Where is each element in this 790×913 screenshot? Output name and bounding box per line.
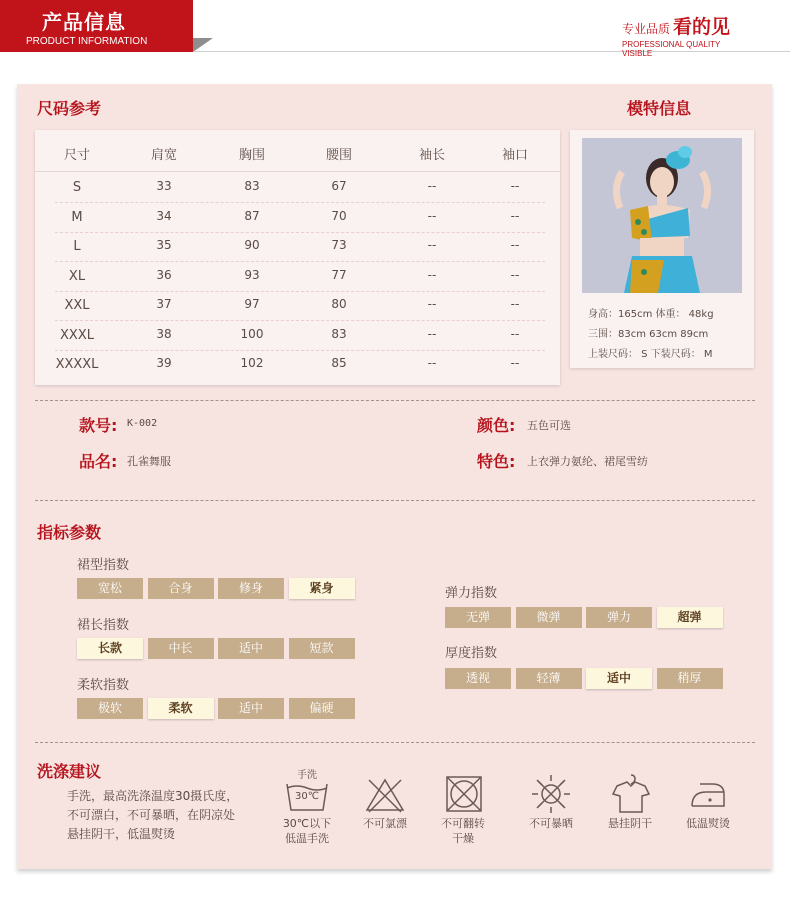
index-option: 合身 (148, 578, 214, 599)
size-cell: XXL (64, 298, 90, 313)
table-cell: 100 (240, 326, 264, 341)
table-cell: -- (510, 208, 520, 223)
index-option: 透视 (445, 668, 511, 689)
hand-wash-icon (283, 766, 331, 814)
index-label: 厚度指数 (445, 646, 498, 661)
model-section-title: 模特信息 (627, 99, 692, 118)
table-cell: 73 (331, 238, 347, 252)
divider (35, 400, 755, 401)
header-title: 产品信息 (42, 10, 126, 34)
index-option: 弹力 (586, 607, 652, 628)
table-cell: -- (510, 179, 520, 193)
table-cell: 85 (331, 356, 347, 370)
index-option: 轻薄 (516, 668, 582, 689)
divider (35, 500, 755, 501)
table-cell: 80 (331, 297, 347, 311)
table-cell: -- (427, 297, 437, 311)
header-tab (0, 0, 193, 52)
col-header: 尺寸 (63, 148, 90, 163)
name-value: 孔雀舞服 (127, 455, 171, 468)
table-cell: 102 (240, 356, 264, 370)
table-cell: 87 (244, 208, 260, 223)
table-cell: -- (510, 238, 520, 252)
table-cell: 97 (244, 297, 260, 311)
model-card (570, 130, 754, 368)
table-cell: -- (510, 297, 520, 311)
index-option: 偏硬 (289, 698, 355, 719)
washing-text-3: 悬挂阴干，低温熨烫 (67, 827, 176, 841)
slogan-small: 专业品质 (622, 22, 671, 36)
feature-label: 特色: (477, 452, 516, 471)
code-value: K-002 (127, 418, 158, 429)
slogan-en: PROFESSIONAL QUALITY VISIBLE (622, 40, 721, 58)
wash-label: 30℃以下 (282, 817, 332, 830)
table-cell: -- (427, 267, 437, 282)
wash-label: 不可翻转 (441, 817, 485, 830)
row-divider (55, 202, 545, 203)
index-option: 微弹 (516, 607, 582, 628)
header-title-en: PRODUCT INFORMATION (26, 36, 148, 47)
col-header: 腰围 (325, 148, 352, 163)
index-option-selected: 超弹 (657, 607, 723, 628)
color-label: 颜色: (477, 416, 516, 435)
table-cell: 83 (244, 179, 260, 193)
col-header: 袖长 (418, 148, 445, 163)
wash-label: 悬挂阴干 (608, 817, 652, 830)
washing-section-title: 洗涤建议 (37, 762, 102, 781)
main-panel (17, 84, 772, 869)
model-measure-1: 身高：165cm 体重： 48kg (588, 309, 714, 320)
size-cell: M (71, 209, 83, 225)
table-cell: 35 (156, 238, 172, 252)
model-photo (582, 138, 742, 293)
table-cell: 67 (331, 179, 347, 193)
col-header: 袖口 (501, 148, 528, 163)
hand-wash-temp: 30℃ (295, 791, 319, 802)
index-label: 裙型指数 (77, 558, 130, 573)
table-cell: 34 (156, 208, 172, 223)
color-value: 五色可选 (527, 419, 571, 432)
table-cell: 37 (156, 297, 172, 311)
wash-label: 干燥 (452, 832, 474, 845)
table-cell: -- (427, 356, 437, 370)
index-option-selected: 柔软 (148, 698, 214, 719)
index-option: 修身 (218, 578, 284, 599)
row-divider (55, 232, 545, 233)
index-option: 适中 (218, 698, 284, 719)
divider (35, 742, 755, 743)
washing-text-2: 不可漂白，不可暴晒，在阴凉处 (67, 808, 236, 822)
name-label: 品名: (79, 452, 118, 471)
table-cell: 38 (156, 326, 172, 341)
row-divider (55, 350, 545, 351)
table-cell: 70 (331, 208, 347, 223)
size-cell: L (73, 239, 81, 254)
header-fold (193, 38, 213, 52)
table-cell: -- (510, 356, 520, 370)
index-label: 裙长指数 (77, 618, 130, 633)
hand-wash-caption: 手洗 (297, 770, 317, 781)
index-option: 极软 (77, 698, 143, 719)
low-iron-icon (686, 772, 730, 816)
wash-label: 低温手洗 (285, 832, 329, 845)
index-option: 短款 (289, 638, 355, 659)
size-cell: XXXL (60, 327, 94, 343)
model-measure-2: 三围：83cm 63cm 89cm (588, 329, 709, 340)
row-divider (55, 291, 545, 292)
slogan-big: 看的见 (673, 16, 731, 38)
index-option-selected: 紧身 (289, 578, 355, 599)
table-cell: 33 (156, 179, 172, 193)
index-option: 无弹 (445, 607, 511, 628)
indices-section-title: 指标参数 (37, 523, 102, 542)
wash-label: 不可暴晒 (529, 817, 573, 830)
index-option: 中长 (148, 638, 214, 659)
row-divider (55, 320, 545, 321)
size-table-header (35, 130, 560, 172)
index-option: 宽松 (77, 578, 143, 599)
col-header: 肩宽 (150, 148, 177, 163)
no-tumble-dry-icon (442, 772, 486, 816)
table-cell: 90 (244, 238, 260, 252)
table-cell: -- (510, 267, 520, 282)
table-cell: -- (427, 238, 437, 252)
hang-dry-icon (609, 772, 653, 816)
wash-label: 低温熨烫 (686, 817, 730, 830)
code-label: 款号: (79, 416, 118, 435)
table-cell: 83 (331, 326, 347, 341)
col-header: 胸围 (238, 148, 265, 163)
table-cell: -- (427, 326, 437, 341)
index-option-selected: 适中 (586, 668, 652, 689)
index-label: 柔软指数 (77, 678, 130, 693)
index-option: 稍厚 (657, 668, 723, 689)
size-cell: XL (68, 268, 86, 284)
table-cell: -- (427, 208, 437, 223)
index-option: 适中 (218, 638, 284, 659)
wash-label: 不可氯漂 (363, 817, 407, 830)
model-measure-3: 上装尺码： S 下装尺码： M (588, 349, 713, 360)
table-cell: 77 (331, 267, 347, 282)
row-divider (55, 261, 545, 262)
index-option-selected: 长款 (77, 638, 143, 659)
table-cell: 93 (244, 267, 260, 282)
size-table (35, 130, 560, 385)
size-cell: XXXXL (55, 357, 99, 372)
table-cell: 39 (156, 356, 172, 370)
header-slogan (622, 12, 752, 58)
no-bleach-icon (363, 774, 407, 818)
model-figure-icon (582, 138, 742, 293)
feature-value: 上衣弹力氨纶、裙尾雪纺 (527, 455, 648, 468)
size-cell: S (72, 180, 82, 195)
table-cell: 36 (156, 267, 172, 282)
table-cell: -- (510, 326, 520, 341)
table-cell: -- (427, 179, 437, 193)
slogan-line (622, 12, 752, 39)
no-sun-icon (529, 772, 573, 816)
washing-text-1: 手洗，最高洗涤温度30摄氏度， (67, 789, 239, 803)
size-section-title: 尺码参考 (37, 99, 102, 118)
index-label: 弹力指数 (445, 586, 498, 601)
